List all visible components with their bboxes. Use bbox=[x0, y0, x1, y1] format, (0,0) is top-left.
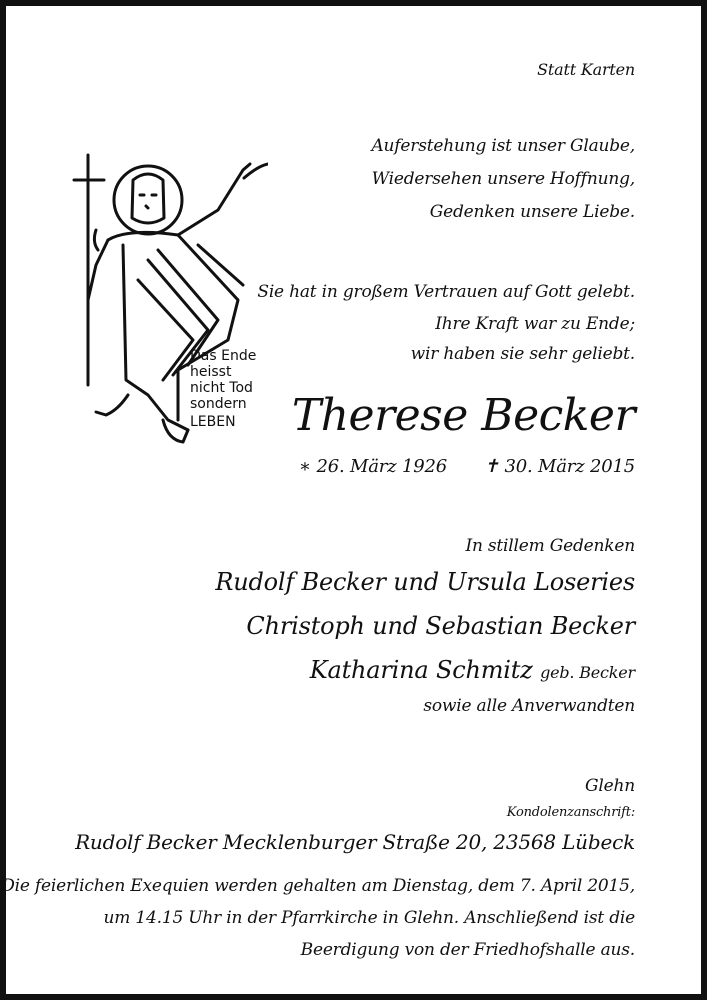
death-cross-icon: ✝ bbox=[484, 456, 499, 477]
verse-line-3: wir haben sie sehr geliebt. bbox=[410, 344, 635, 364]
mourners-line-4: sowie alle Anverwandten bbox=[423, 696, 635, 716]
condolence-address: Rudolf Becker Mecklenburger Straße 20, 23568 Lübeck bbox=[75, 830, 635, 854]
motto-line-1: Auferstehung ist unser Glaube, bbox=[371, 136, 635, 156]
mourners-line-3 bbox=[310, 656, 635, 684]
resurrection-emblem bbox=[68, 150, 268, 455]
statt-karten-label: Statt Karten bbox=[537, 60, 635, 79]
funeral-line-1: Die feierlichen Exequien werden gehalten am Dienstag, dem 7. April 2015, bbox=[1, 876, 635, 896]
motto-line-3: Gedenken unsere Liebe. bbox=[429, 202, 635, 222]
condolence-label: Kondolenzanschrift: bbox=[506, 805, 635, 820]
deceased-name: Therese Becker bbox=[291, 390, 635, 441]
emblem-text-line-2: heisst bbox=[190, 364, 232, 380]
mourners-line-1: Rudolf Becker und Ursula Loseries bbox=[215, 568, 635, 596]
mourner-name-katharina: Katharina Schmitz bbox=[309, 656, 533, 684]
verse-line-1: Sie hat in großem Vertrauen auf Gott gelebt. bbox=[257, 282, 635, 302]
mourners-intro: In stillem Gedenken bbox=[465, 536, 635, 556]
mourners-line-2: Christoph und Sebastian Becker bbox=[246, 612, 635, 640]
life-dates bbox=[299, 456, 635, 477]
motto-line-2: Wiedersehen unsere Hoffnung, bbox=[371, 169, 635, 189]
emblem-text-line-4: sondern bbox=[190, 396, 247, 412]
funeral-line-3: Beerdigung von der Friedhofshalle aus. bbox=[300, 940, 635, 960]
emblem-text-line-5: LEBEN bbox=[190, 414, 236, 430]
place-label: Glehn bbox=[585, 776, 635, 796]
birth-star-icon: ∗ bbox=[298, 456, 311, 477]
verse-line-2: Ihre Kraft war zu Ende; bbox=[435, 314, 635, 334]
emblem-text-line-3: nicht Tod bbox=[190, 380, 253, 396]
mourner-maiden-name: geb. Becker bbox=[540, 663, 635, 682]
birth-date: 26. März 1926 bbox=[316, 456, 447, 477]
death-date: 30. März 2015 bbox=[504, 456, 635, 477]
emblem-text-line-1: Das Ende bbox=[190, 348, 257, 364]
funeral-line-2: um 14.15 Uhr in der Pfarrkirche in Glehn. Anschließend ist die bbox=[103, 908, 635, 928]
